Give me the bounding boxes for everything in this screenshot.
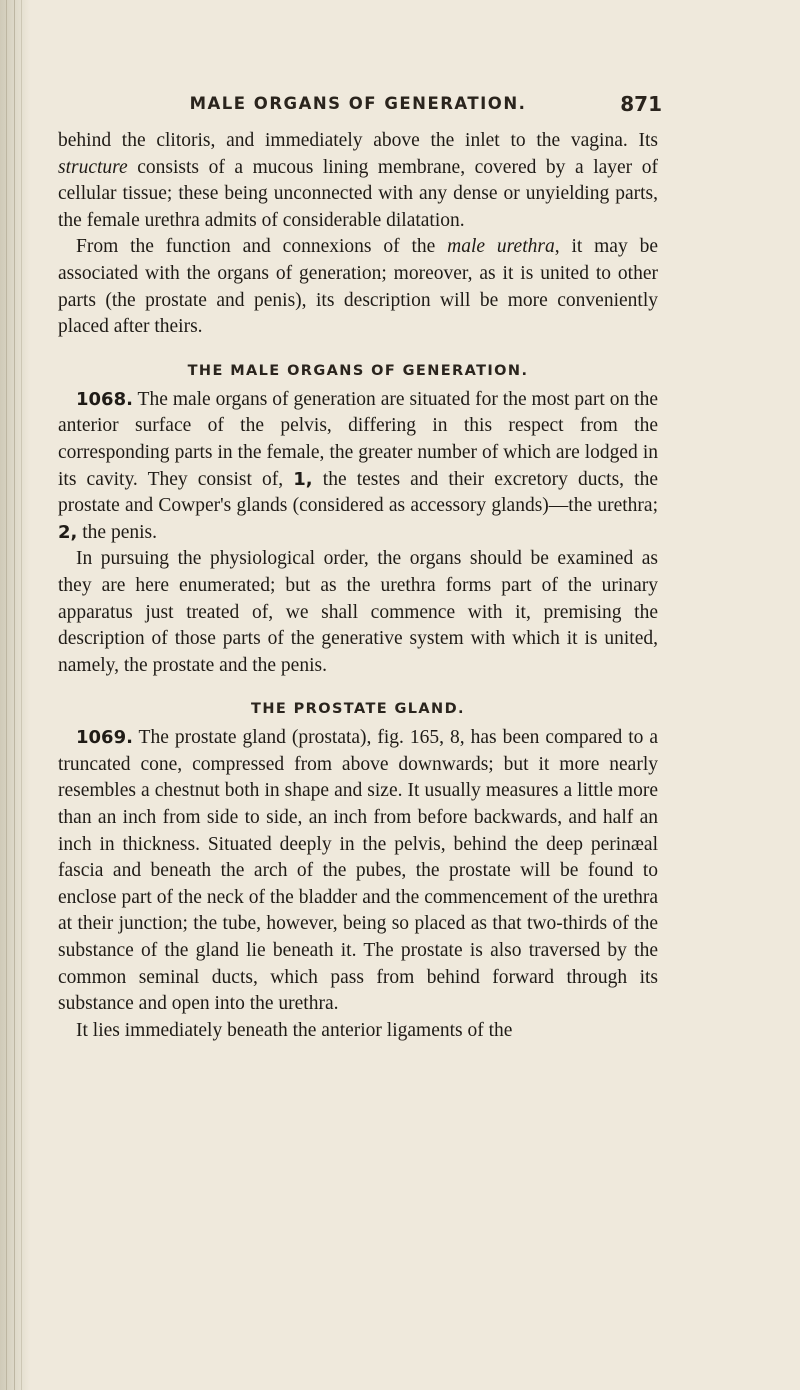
gutter-line: [14, 0, 15, 1390]
gutter-line: [21, 0, 22, 1390]
paragraph-number: 1068.: [76, 388, 133, 410]
book-gutter: [0, 0, 30, 1390]
text-run: The male organs of generation are situated for the most part on the anterior surface of the pelvis, differing in this respect from the corresponding parts in the female, the greater number of which are lodged in its cavity. They consist of,: [58, 388, 658, 490]
text-run: behind the clitoris, and immediately above the inlet to the vagina. Its: [58, 130, 658, 151]
paragraph: [58, 387, 658, 547]
list-number: 1,: [293, 468, 313, 490]
paragraph: [58, 128, 658, 234]
book-page: [58, 92, 662, 1044]
italic-term: structure: [58, 156, 128, 178]
page-number: 871: [620, 92, 662, 116]
paragraph: In pursuing the physiological order, the organs should be examined as they are here enumerated; but as the urethra forms part of the urinary apparatus just treated of, we shall commence with it, premising the description of those parts of the generative system with which it is united, namely, the prostate and the penis.: [58, 548, 658, 676]
gutter-line: [6, 0, 7, 1390]
paragraph-number: 1069.: [76, 727, 133, 749]
italic-term: male urethra: [447, 236, 555, 258]
running-title: MALE ORGANS OF GENERATION.: [189, 94, 527, 113]
paragraph: [58, 234, 658, 340]
list-number: 2,: [58, 521, 78, 543]
text-run: the penis.: [77, 521, 157, 543]
section-heading: THE PROSTATE GLAND.: [251, 701, 465, 718]
text-run: the testes and their excretory ducts, the prostate and Cowper's glands (considered as accessory glands)—the urethra;: [58, 468, 658, 517]
text-run: , it may be associated with the organs of generation; moreover, as it is united to other parts (the prostate and penis), its description will be more conveniently placed after theirs.: [58, 236, 658, 338]
text-run: From the function and connexions of the: [76, 236, 448, 258]
paragraph: It lies immediately beneath the anterior ligaments of the: [76, 1019, 513, 1041]
text-run: consists of a mucous lining membrane, covered by a layer of cellular tissue; these being unconnected with any dense or unyielding parts, the female urethra admits of considerable dilatation.: [58, 156, 658, 231]
running-head: [58, 92, 662, 124]
section-heading: THE MALE ORGANS OF GENERATION.: [187, 362, 529, 379]
text-run: The prostate gland (prostata), fig. 165, 8, has been compared to a truncated cone, compressed from above downwards; but it more nearly resembles a chestnut both in shape and size. It usually measures a little more than an inch from side to side, an inch from before backwards, and half an inch in thickness. Situated deeply in the pelvis, behind the deep perinæal fascia and beneath the arch of the pubes, the prostate will be found to enclose part of the neck of the bladder and the commencement of the urethra at their junction; the tube, however, being so placed as that two-thirds of the substance of the gland lie beneath it. The prostate is also traversed by the common seminal ducts, which pass from behind forward through its substance and open into the urethra.: [58, 727, 658, 1015]
paragraph: [58, 725, 658, 1018]
